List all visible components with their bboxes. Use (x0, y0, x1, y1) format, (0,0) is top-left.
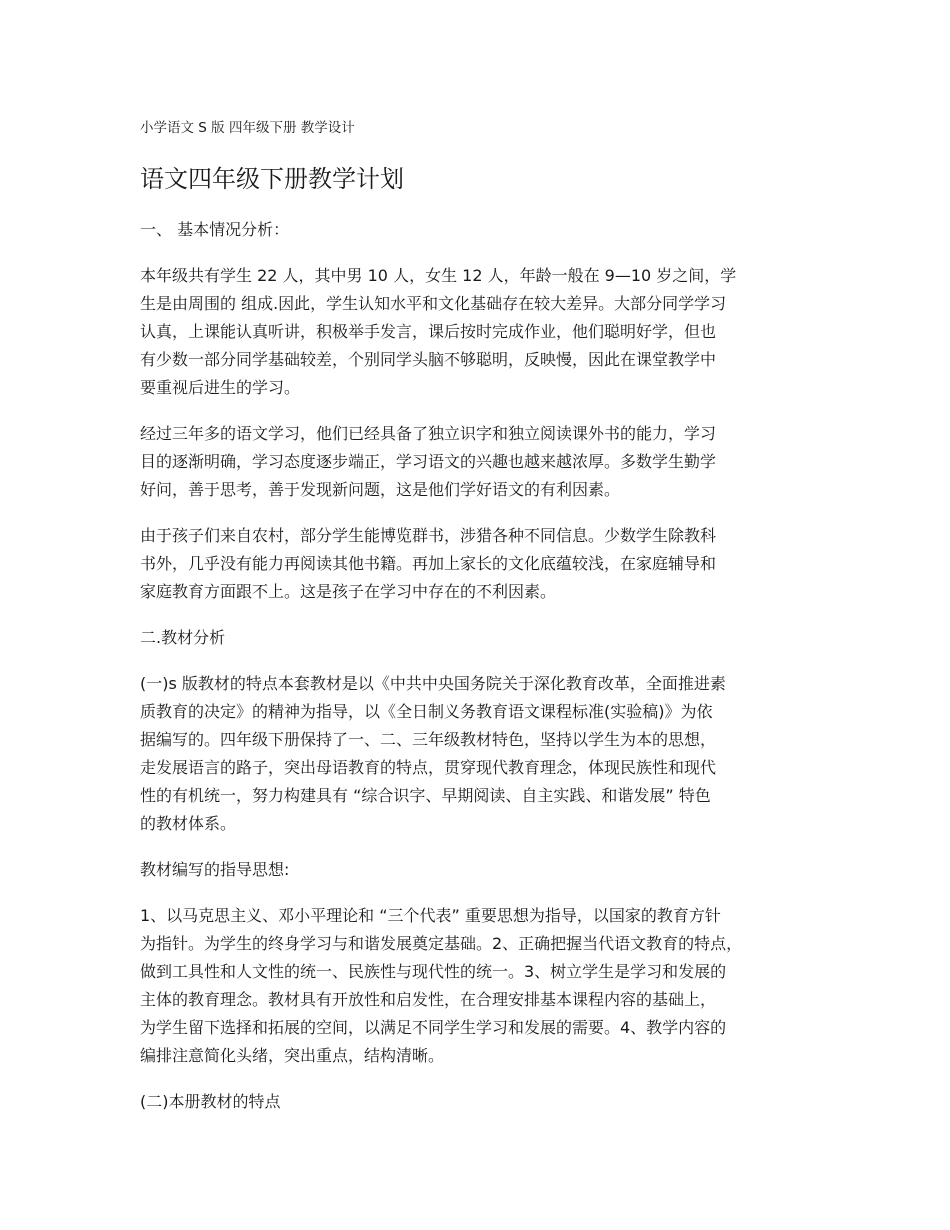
text-line: 生是由周围的 组成.因此，学生认知水平和文化基础存在较大差异。大部分同学学习 (140, 294, 727, 313)
text-line: 书外，几乎没有能力再阅读其他书籍。再加上家长的文化底蕴较浅，在家庭辅导和 (140, 554, 717, 573)
paragraph-unfavorable-factors (140, 522, 830, 606)
text-line: 本年级共有学生 22 人，其中男 10 人，女生 12 人，年龄一般在 9—10 岁之间，学 (140, 266, 737, 285)
text-line: 认真，上课能认真听讲，积极举手发言，课后按时完成作业，他们聪明好学，但也 (140, 322, 717, 341)
document-title: 语文四年级下册教学计划 (140, 165, 404, 193)
text-line: 目的逐渐明确，学习态度逐步端正，学习语文的兴趣也越来越浓厚。多数学生勤学 (140, 452, 717, 471)
text-line: 有少数一部分同学基础较差，个别同学头脑不够聪明，反映慢，因此在课堂教学中 (140, 350, 717, 369)
text-line: (一)s 版教材的特点本套教材是以《中共中央国务院关于深化教育改革，全面推进素 (140, 674, 726, 693)
text-line: 二.教材分析 (140, 628, 226, 647)
text-line: 为学生留下选择和拓展的空间，以满足不同学生学习和发展的需要。4、教学内容的 (140, 1018, 727, 1037)
text-line: 要重视后进生的学习。 (140, 378, 301, 397)
paragraph-guiding-points (140, 902, 830, 1070)
section-heading-guiding-ideology (140, 856, 830, 884)
text-line: 为指针。为学生的终身学习与和谐发展奠定基础。2、正确把握当代语文教育的特点， (140, 934, 743, 953)
text-line: 的教材体系。 (140, 814, 237, 833)
document-body (140, 216, 830, 1134)
text-line: 走发展语言的路子，突出母语教育的特点，贯穿现代教育理念，体现民族性和现代 (140, 758, 717, 777)
text-line: 主体的教育理念。教材具有开放性和启发性，在合理安排基本课程内容的基础上， (140, 990, 717, 1009)
text-line: 1、以马克思主义、邓小平理论和 “三个代表” 重要思想为指导，以国家的教育方针 (140, 906, 721, 925)
text-line: 做到工具性和人文性的统一、民族性与现代性的统一。3、树立学生是学习和发展的 (140, 962, 727, 981)
text-line: 据编写的。四年级下册保持了一、二、三年级教材特色，坚持以学生为本的思想， (140, 730, 717, 749)
text-line: 一、 基本情况分析： (140, 220, 290, 239)
paragraph-learning-ability (140, 420, 830, 504)
section-heading-volume-features (140, 1088, 830, 1116)
text-line: 质教育的决定》的精神为指导，以《全日制义务教育语文课程标准(实验稿)》为依 (140, 702, 713, 721)
text-line: 编排注意简化头绪，突出重点，结构清晰。 (140, 1046, 445, 1065)
text-line: 经过三年多的语文学习，他们已经具备了独立识字和独立阅读课外书的能力，学习 (140, 424, 717, 443)
paragraph-textbook-features (140, 670, 830, 838)
text-line: 家庭教育方面跟不上。这是孩子在学习中存在的不利因素。 (140, 582, 557, 601)
text-line: 性的有机统一，努力构建具有 “综合识字、早期阅读、自主实践、和谐发展” 特色 (140, 786, 711, 805)
text-line: 由于孩子们来自农村，部分学生能博览群书，涉猎各种不同信息。少数学生除教科 (140, 526, 717, 545)
section-heading-basic-analysis (140, 216, 830, 244)
text-line: 好问，善于思考，善于发现新问题，这是他们学好语文的有利因素。 (140, 480, 621, 499)
document-header: 小学语文 S 版 四年级下册 教学设计 (140, 120, 355, 136)
paragraph-student-overview (140, 262, 830, 402)
section-heading-textbook-analysis (140, 624, 830, 652)
text-line: (二)本册教材的特点 (140, 1092, 281, 1111)
text-line: 教材编写的指导思想: (140, 860, 290, 879)
